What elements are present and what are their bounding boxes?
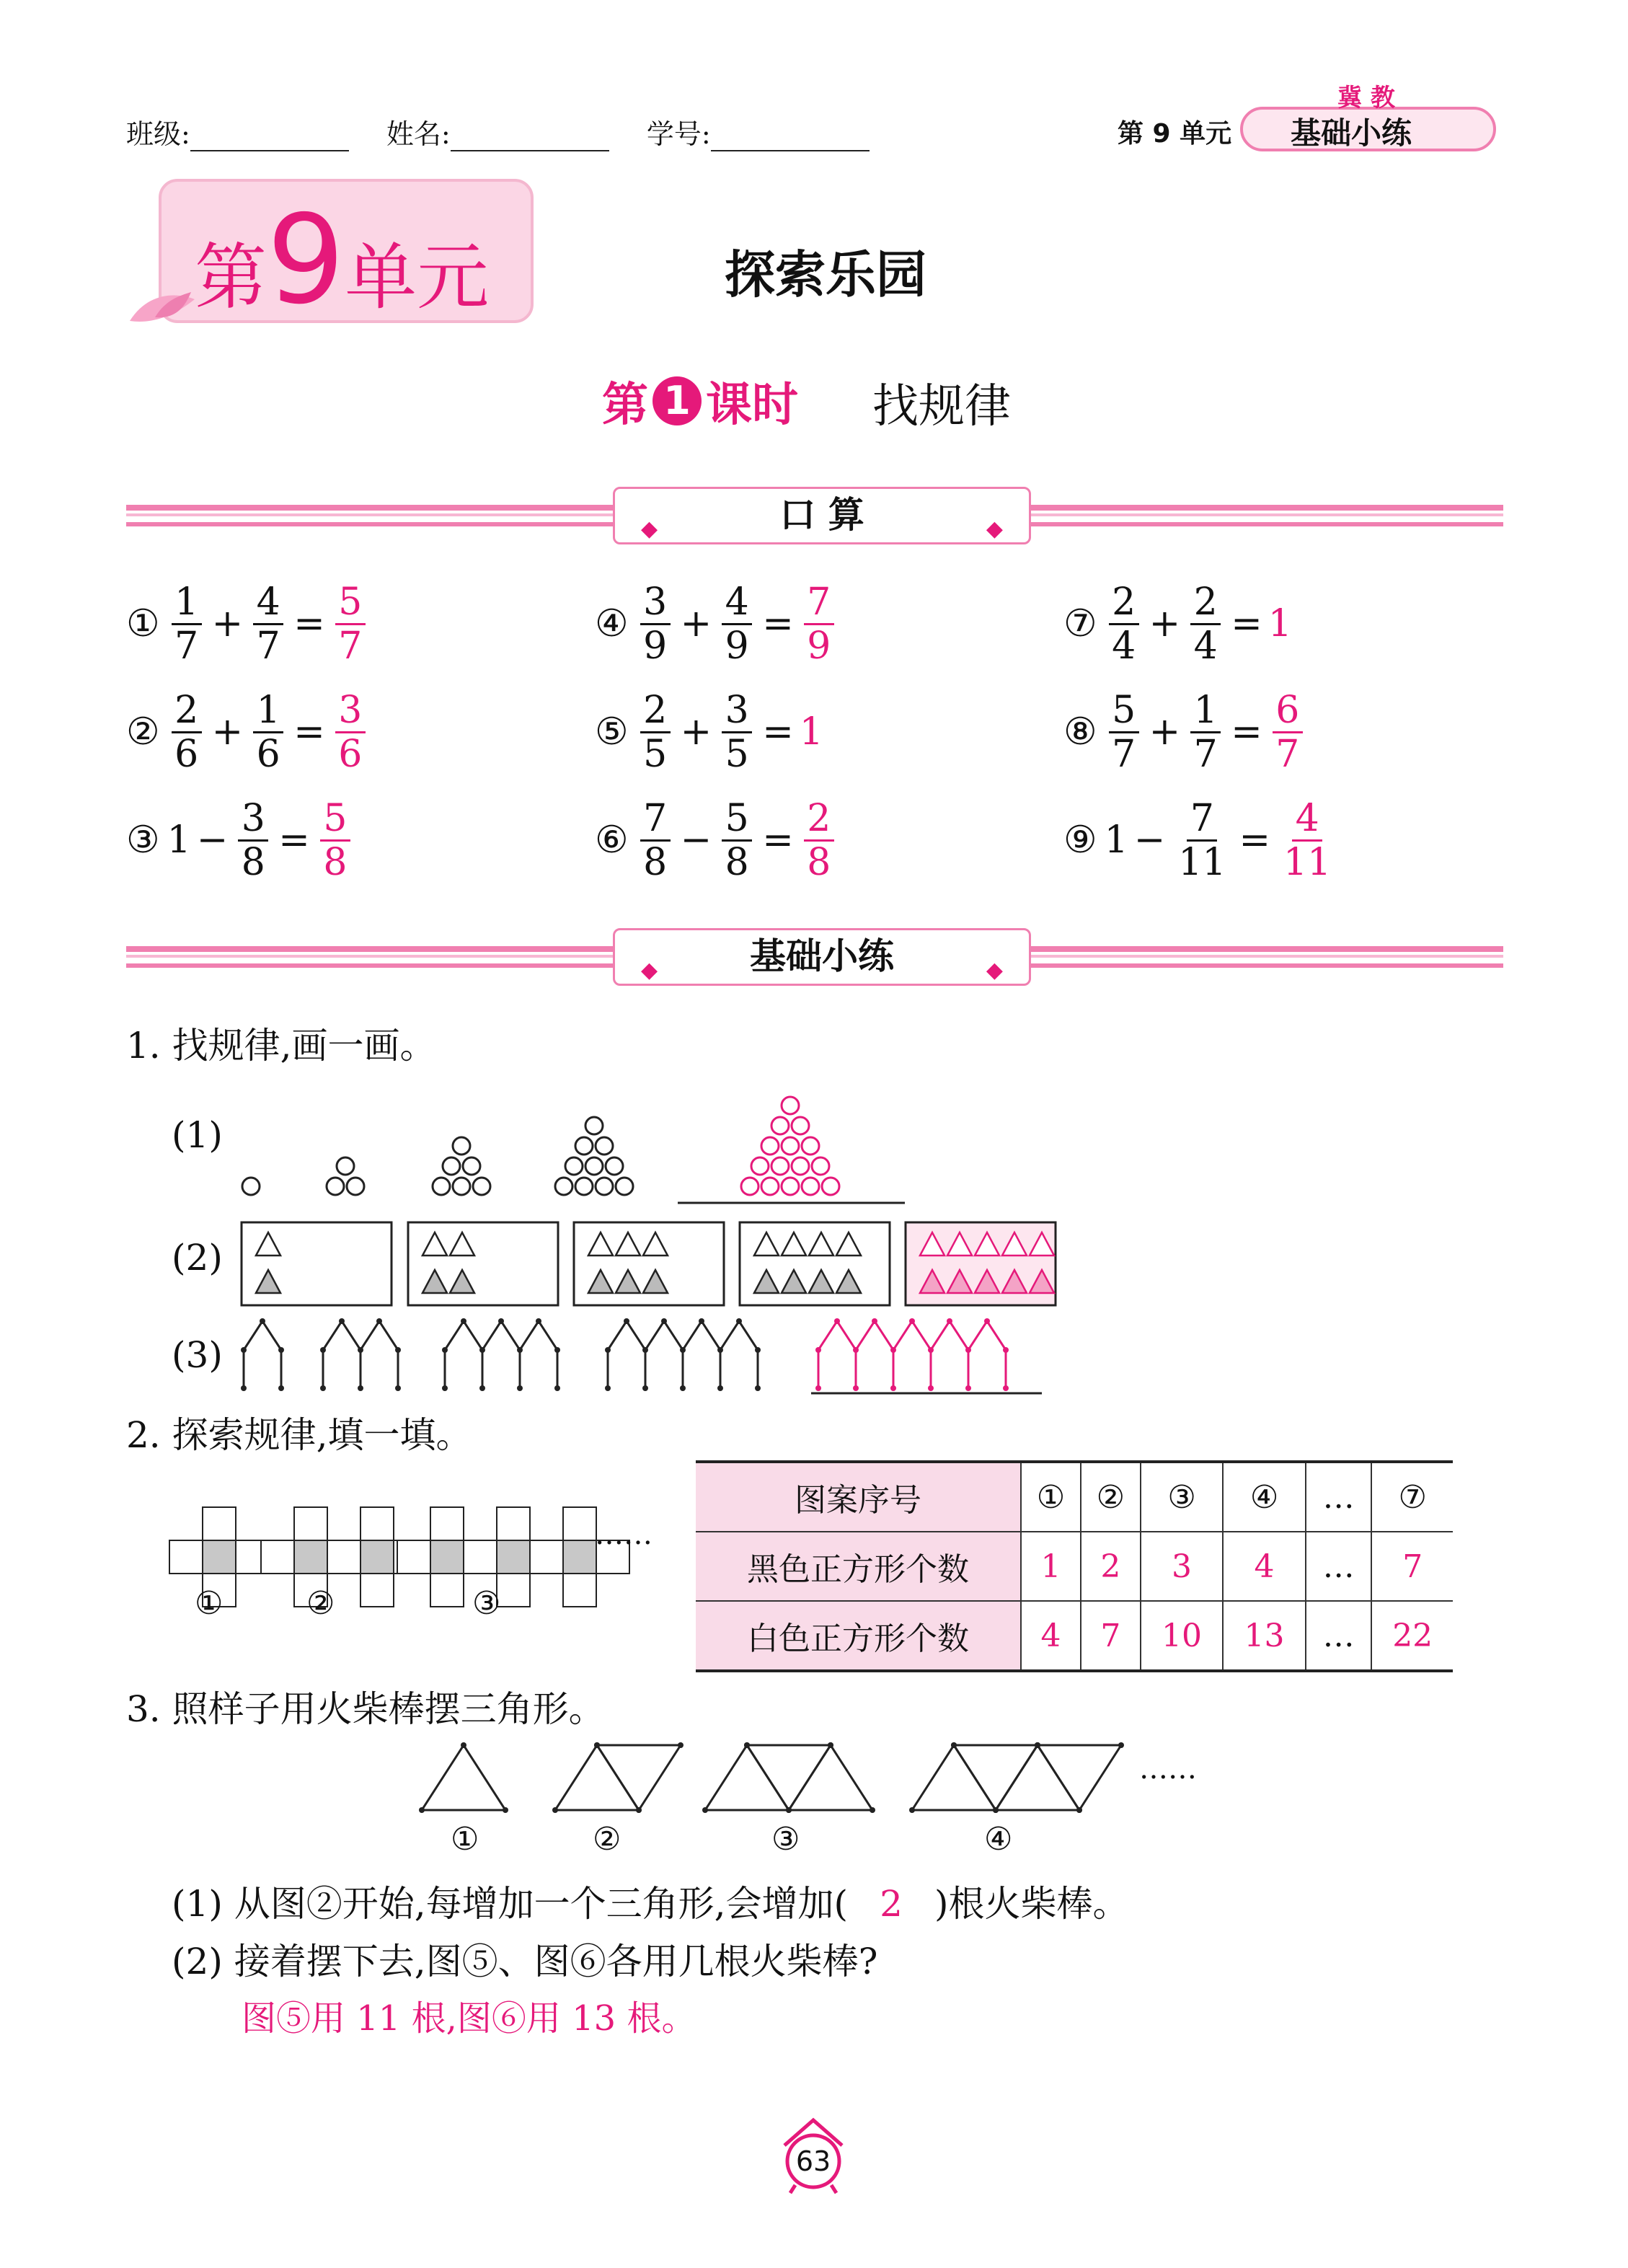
- q1-part-1-label: (1): [172, 1114, 223, 1156]
- operand-a: $\frac{7}{8}$: [640, 798, 671, 883]
- black-square: [203, 1540, 236, 1574]
- operand-b: $\frac{1}{6}$: [253, 689, 283, 775]
- house-node: [1003, 1347, 1009, 1353]
- q3-ellipsis: ……: [1139, 1752, 1197, 1786]
- circle-mark: [453, 1178, 470, 1195]
- circle-mark: [585, 1157, 603, 1175]
- house-node: [736, 1318, 742, 1324]
- equals-sign: =: [1231, 710, 1262, 754]
- house-node: [278, 1347, 284, 1353]
- operand-a: $\frac{3}{9}$: [640, 581, 671, 667]
- matchstick-node: [503, 1807, 508, 1813]
- equals-sign: =: [278, 818, 310, 862]
- house-node: [278, 1385, 284, 1391]
- house-node: [717, 1347, 723, 1353]
- q1-part-2-label: (2): [172, 1237, 223, 1279]
- circle-mark: [575, 1137, 593, 1155]
- house-node: [890, 1385, 896, 1391]
- house-outline: [445, 1321, 557, 1388]
- house-node: [928, 1347, 934, 1353]
- q3-figure-label-4: ④: [984, 1821, 1013, 1858]
- operand-b: $\frac{3}{5}$: [722, 689, 752, 775]
- circle-mark: [792, 1157, 809, 1175]
- circle-mark: [761, 1178, 779, 1195]
- table-row: [696, 1532, 1453, 1601]
- q3-figure-label-2: ②: [593, 1821, 621, 1858]
- triangle-mark: [782, 1232, 806, 1256]
- circle-mark: [337, 1157, 354, 1175]
- triangle-mark: [836, 1270, 861, 1293]
- row-header: 黑色正方形个数: [696, 1532, 1021, 1601]
- equals-sign: =: [1231, 602, 1262, 645]
- operator: +: [680, 602, 712, 645]
- table-cell: ④: [1223, 1462, 1305, 1532]
- item-marker: ①: [126, 602, 160, 645]
- house-node: [605, 1347, 611, 1353]
- house-node: [909, 1318, 915, 1324]
- matchstick-triangle: [996, 1745, 1079, 1810]
- table-cell[interactable]: 4: [1223, 1532, 1305, 1601]
- house-node: [624, 1318, 629, 1324]
- operand-a: 1: [1104, 818, 1128, 862]
- class-label: 班级:: [126, 118, 190, 150]
- matchstick-triangle: [705, 1745, 789, 1810]
- row-header: 图案序号: [696, 1462, 1021, 1532]
- operator: +: [1149, 710, 1181, 754]
- triangle-mark: [256, 1232, 280, 1256]
- house-node: [376, 1318, 382, 1324]
- circle-mark: [443, 1157, 460, 1175]
- unit-badge-suffix: 单元: [345, 235, 490, 319]
- matchstick-triangle: [597, 1745, 681, 1810]
- house-node: [755, 1385, 761, 1391]
- table-cell[interactable]: …: [1306, 1532, 1372, 1601]
- equals-sign: =: [1239, 818, 1271, 862]
- table-row: [696, 1462, 1453, 1532]
- matchstick-triangle: [1038, 1745, 1121, 1810]
- house-node: [442, 1385, 448, 1391]
- matchstick-node: [1035, 1742, 1040, 1748]
- house-node: [661, 1318, 667, 1324]
- house-node: [965, 1385, 971, 1391]
- white-square: [563, 1507, 596, 1540]
- black-square: [430, 1540, 464, 1574]
- triangle-mark: [754, 1232, 779, 1256]
- triangle-mark: [588, 1270, 613, 1293]
- triangle-mark: [643, 1270, 668, 1293]
- triangle-mark: [809, 1232, 833, 1256]
- table-cell[interactable]: 22: [1371, 1601, 1453, 1671]
- matchstick-node: [636, 1807, 642, 1813]
- house-node: [395, 1385, 401, 1391]
- house-node: [517, 1347, 523, 1353]
- item-marker: ⑤: [595, 710, 629, 754]
- answer[interactable]: $\frac{5}{7}$: [335, 581, 366, 667]
- house-node: [699, 1318, 704, 1324]
- answer[interactable]: $\frac{6}{7}$: [1273, 689, 1303, 775]
- circle-mark: [761, 1137, 779, 1155]
- white-square: [327, 1540, 360, 1574]
- circle-mark: [585, 1117, 603, 1134]
- matchstick-node: [786, 1807, 792, 1813]
- q2-figure-label-3: ③: [472, 1585, 501, 1622]
- circle-mark: [606, 1157, 623, 1175]
- equals-sign: =: [762, 710, 794, 754]
- answer[interactable]: 1: [1268, 602, 1292, 645]
- circle-mark: [565, 1157, 583, 1175]
- matchstick-triangle: [747, 1745, 831, 1810]
- table-cell[interactable]: 2: [1081, 1532, 1141, 1601]
- house-node: [755, 1347, 761, 1353]
- circle-mark: [555, 1178, 572, 1195]
- question-2-title: 2. 探索规律,填一填。: [126, 1414, 472, 1456]
- house-node: [642, 1347, 648, 1353]
- circle-mark: [463, 1157, 480, 1175]
- house-node: [834, 1318, 840, 1324]
- circle-mark: [473, 1178, 490, 1195]
- matchstick-node: [1076, 1807, 1082, 1813]
- house-node: [479, 1385, 485, 1391]
- house-node: [320, 1347, 326, 1353]
- unit-badge-prefix: 第: [195, 235, 267, 319]
- house-node: [536, 1318, 541, 1324]
- triangle-mark: [754, 1270, 779, 1293]
- table-cell[interactable]: 7: [1371, 1532, 1453, 1601]
- answer[interactable]: $\frac{2}{8}$: [804, 798, 834, 883]
- circle-mark: [812, 1157, 829, 1175]
- operator: −: [196, 818, 229, 862]
- operand-b: $\frac{2}{4}$: [1190, 581, 1221, 667]
- house-node: [928, 1385, 934, 1391]
- white-square: [203, 1507, 236, 1540]
- equals-sign: =: [293, 602, 325, 645]
- house-node: [241, 1347, 247, 1353]
- operand-b: $\frac{3}{8}$: [238, 798, 268, 883]
- q3-sub1-text-pre: (1) 从图②开始,每增加一个三角形,会增加(: [172, 1883, 849, 1925]
- table-cell: ③: [1141, 1462, 1223, 1532]
- question-1-title: 1. 找规律,画一画。: [126, 1025, 436, 1067]
- table-cell[interactable]: 7: [1081, 1601, 1141, 1671]
- triangle-mark: [836, 1232, 861, 1256]
- house-outline: [244, 1321, 281, 1388]
- circle-mark: [802, 1137, 819, 1155]
- operator: −: [680, 818, 712, 862]
- operand-a: $\frac{2}{5}$: [640, 689, 671, 775]
- matchstick-triangle: [422, 1745, 505, 1810]
- matchstick-node: [951, 1742, 957, 1748]
- table-cell[interactable]: 10: [1141, 1601, 1223, 1671]
- triangle-mark: [616, 1270, 640, 1293]
- unit-reference: 第 9 单元: [1118, 119, 1232, 149]
- circle-mark: [782, 1178, 799, 1195]
- operator: −: [1133, 818, 1166, 862]
- matchstick-node: [1118, 1742, 1124, 1748]
- house-node: [461, 1318, 466, 1324]
- circle-mark: [771, 1117, 789, 1134]
- equals-sign: =: [762, 818, 794, 862]
- operand-a: $\frac{1}{7}$: [172, 581, 202, 667]
- circle-mark: [575, 1178, 593, 1195]
- row-header: 白色正方形个数: [696, 1601, 1021, 1671]
- circle-mark: [802, 1178, 819, 1195]
- diamond-icon: ◆: [641, 958, 658, 983]
- triangle-mark: [423, 1270, 447, 1293]
- house-node: [1003, 1385, 1009, 1391]
- house-node: [815, 1385, 821, 1391]
- house-node: [717, 1385, 723, 1391]
- table-cell[interactable]: 1: [1021, 1532, 1081, 1601]
- item-marker: ⑧: [1063, 710, 1097, 754]
- operand-a: $\frac{2}{6}$: [172, 689, 202, 775]
- lesson-title: 找规律: [872, 380, 1011, 433]
- section-title-oral: 口 算: [779, 494, 864, 536]
- house-node: [642, 1385, 648, 1391]
- house-node: [395, 1347, 401, 1353]
- brand-label: 基础小练: [1291, 115, 1412, 151]
- unit-title: 探索乐园: [725, 245, 926, 304]
- table-cell: ②: [1081, 1462, 1141, 1532]
- black-square: [497, 1540, 530, 1574]
- item-marker: ②: [126, 710, 160, 754]
- item-marker: ⑦: [1063, 602, 1097, 645]
- house-node: [984, 1318, 990, 1324]
- brand-top-label: 冀 教: [1337, 84, 1395, 112]
- q3-figure-label-1: ①: [451, 1821, 479, 1858]
- operand-b: $\frac{5}{8}$: [722, 798, 752, 883]
- black-square: [294, 1540, 327, 1574]
- q3-figure-label-3: ③: [771, 1821, 800, 1858]
- equals-sign: =: [293, 710, 325, 754]
- white-square: [530, 1540, 563, 1574]
- operand-b: $\frac{1}{7}$: [1190, 689, 1221, 775]
- white-square: [430, 1507, 464, 1540]
- house-node: [872, 1318, 877, 1324]
- triangle-mark: [588, 1232, 613, 1256]
- matchstick-node: [870, 1807, 875, 1813]
- operand-b: $\frac{4}{7}$: [253, 581, 283, 667]
- matchstick-node: [993, 1807, 999, 1813]
- operand-b: $\frac{7}{11}$: [1178, 796, 1226, 884]
- operator: +: [1149, 602, 1181, 645]
- white-square: [261, 1540, 294, 1574]
- answer[interactable]: $\frac{7}{9}$: [804, 581, 834, 667]
- circle-mark: [327, 1178, 344, 1195]
- white-square: [497, 1507, 530, 1540]
- matchstick-node: [828, 1742, 833, 1748]
- white-square: [430, 1574, 464, 1607]
- unit-badge-number: 9: [267, 189, 345, 332]
- circle-mark: [822, 1178, 839, 1195]
- matchstick-node: [678, 1742, 684, 1748]
- triangle-mark: [782, 1270, 806, 1293]
- table-cell[interactable]: …: [1306, 1601, 1372, 1671]
- lesson-post: 课时: [706, 379, 798, 432]
- answer[interactable]: 1: [799, 710, 823, 754]
- q2-table: [696, 1460, 1453, 1672]
- house-node: [890, 1347, 896, 1353]
- house-node: [358, 1385, 363, 1391]
- equals-sign: =: [762, 602, 794, 645]
- matchstick-node: [594, 1742, 600, 1748]
- q2-figure-label-2: ②: [306, 1585, 335, 1622]
- circle-mark: [596, 1137, 613, 1155]
- black-square: [360, 1540, 394, 1574]
- table-cell[interactable]: 13: [1223, 1601, 1305, 1671]
- house-node: [947, 1318, 952, 1324]
- matchstick-node: [419, 1807, 425, 1813]
- item-marker: ③: [126, 818, 160, 862]
- lesson-pre: 第: [602, 379, 648, 432]
- circle-mark: [771, 1157, 789, 1175]
- house-node: [853, 1347, 859, 1353]
- answer[interactable]: $\frac{3}{6}$: [335, 689, 366, 775]
- circle-mark: [453, 1137, 470, 1155]
- house-node: [554, 1347, 560, 1353]
- house-node: [605, 1385, 611, 1391]
- answer[interactable]: $\frac{5}{8}$: [320, 798, 350, 883]
- item-marker: ④: [595, 602, 629, 645]
- triangle-mark: [809, 1270, 833, 1293]
- question-3-title: 3. 照样子用火柴棒摆三角形。: [126, 1688, 605, 1730]
- house-node: [479, 1347, 485, 1353]
- white-square: [169, 1540, 203, 1574]
- operand-a: 1: [167, 818, 191, 862]
- house-node: [517, 1385, 523, 1391]
- q3-sub2: (2) 接着摆下去,图⑤、图⑥各用几根火柴棒?: [172, 1941, 878, 1982]
- house-node: [320, 1385, 326, 1391]
- white-square: [294, 1507, 327, 1540]
- table-cell: …: [1306, 1462, 1372, 1532]
- white-square: [563, 1574, 596, 1607]
- circle-mark: [741, 1178, 758, 1195]
- house-node: [442, 1347, 448, 1353]
- triangle-mark: [643, 1232, 668, 1256]
- diamond-icon: ◆: [986, 958, 1003, 983]
- student-id-label: 学号:: [646, 118, 711, 150]
- operand-a: $\frac{2}{4}$: [1109, 581, 1139, 667]
- circle-mark: [782, 1097, 799, 1114]
- operator: +: [211, 710, 244, 754]
- house-node: [680, 1385, 686, 1391]
- house-node: [260, 1318, 265, 1324]
- answer[interactable]: $\frac{4}{11}$: [1283, 796, 1332, 884]
- triangle-mark: [450, 1232, 474, 1256]
- white-square: [497, 1574, 530, 1607]
- house-outline: [818, 1321, 1006, 1388]
- section-title-basic: 基础小练: [750, 935, 894, 977]
- matchstick-node: [909, 1807, 915, 1813]
- circle-mark: [242, 1178, 260, 1195]
- q3-sub1: [172, 1875, 1129, 1927]
- house-node: [853, 1385, 859, 1391]
- table-row: [696, 1601, 1453, 1671]
- matchstick-triangle: [555, 1745, 639, 1810]
- house-node: [965, 1347, 971, 1353]
- page-number: 63: [795, 2145, 831, 2177]
- operand-a: $\frac{5}{7}$: [1109, 689, 1139, 775]
- matchstick-node: [702, 1807, 708, 1813]
- house-node: [339, 1318, 345, 1324]
- matchstick-node: [552, 1807, 558, 1813]
- white-square: [360, 1507, 394, 1540]
- table-cell: ①: [1021, 1462, 1081, 1532]
- circle-mark: [751, 1157, 769, 1175]
- table-cell[interactable]: 4: [1021, 1601, 1081, 1671]
- operand-b: $\frac{4}{9}$: [722, 581, 752, 667]
- circle-mark: [433, 1178, 450, 1195]
- house-node: [358, 1347, 363, 1353]
- black-square: [563, 1540, 596, 1574]
- table-cell[interactable]: 3: [1141, 1532, 1223, 1601]
- diamond-icon: ◆: [641, 516, 658, 542]
- circle-mark: [782, 1137, 799, 1155]
- house-node: [680, 1347, 686, 1353]
- matchstick-triangle: [954, 1745, 1038, 1810]
- q3-sub1-text-post: )根火柴棒。: [934, 1883, 1129, 1925]
- white-square: [397, 1540, 430, 1574]
- white-square: [464, 1540, 497, 1574]
- operator: +: [211, 602, 244, 645]
- house-node: [498, 1318, 504, 1324]
- item-marker: ⑥: [595, 818, 629, 862]
- triangle-mark: [423, 1232, 447, 1256]
- name-label: 姓名:: [386, 118, 451, 150]
- lesson-number-badge: 1: [652, 376, 702, 425]
- triangle-mark: [616, 1232, 640, 1256]
- triangle-mark: [256, 1270, 280, 1293]
- triangle-mark: [450, 1270, 474, 1293]
- operator: +: [680, 710, 712, 754]
- circle-mark: [347, 1178, 364, 1195]
- matchstick-node: [744, 1742, 750, 1748]
- q2-figure-label-1: ①: [195, 1585, 224, 1622]
- house-node: [554, 1385, 560, 1391]
- table-cell: ⑦: [1371, 1462, 1453, 1532]
- q3-sub1-answer[interactable]: 2: [880, 1883, 903, 1925]
- matchstick-triangle: [789, 1745, 872, 1810]
- q2-ellipsis: ……: [595, 1518, 652, 1551]
- circle-mark: [616, 1178, 633, 1195]
- house-node: [241, 1385, 247, 1391]
- circle-mark: [792, 1117, 809, 1134]
- matchstick-triangle: [912, 1745, 996, 1810]
- q3-sub2-answer[interactable]: 图⑤用 11 根,图⑥用 13 根。: [242, 1998, 696, 2039]
- matchstick-node: [461, 1742, 466, 1748]
- white-square: [360, 1574, 394, 1607]
- q1-part-3-label: (3): [172, 1334, 223, 1376]
- item-marker: ⑨: [1063, 818, 1097, 862]
- diamond-icon: ◆: [986, 516, 1003, 542]
- house-node: [815, 1347, 821, 1353]
- circle-mark: [596, 1178, 613, 1195]
